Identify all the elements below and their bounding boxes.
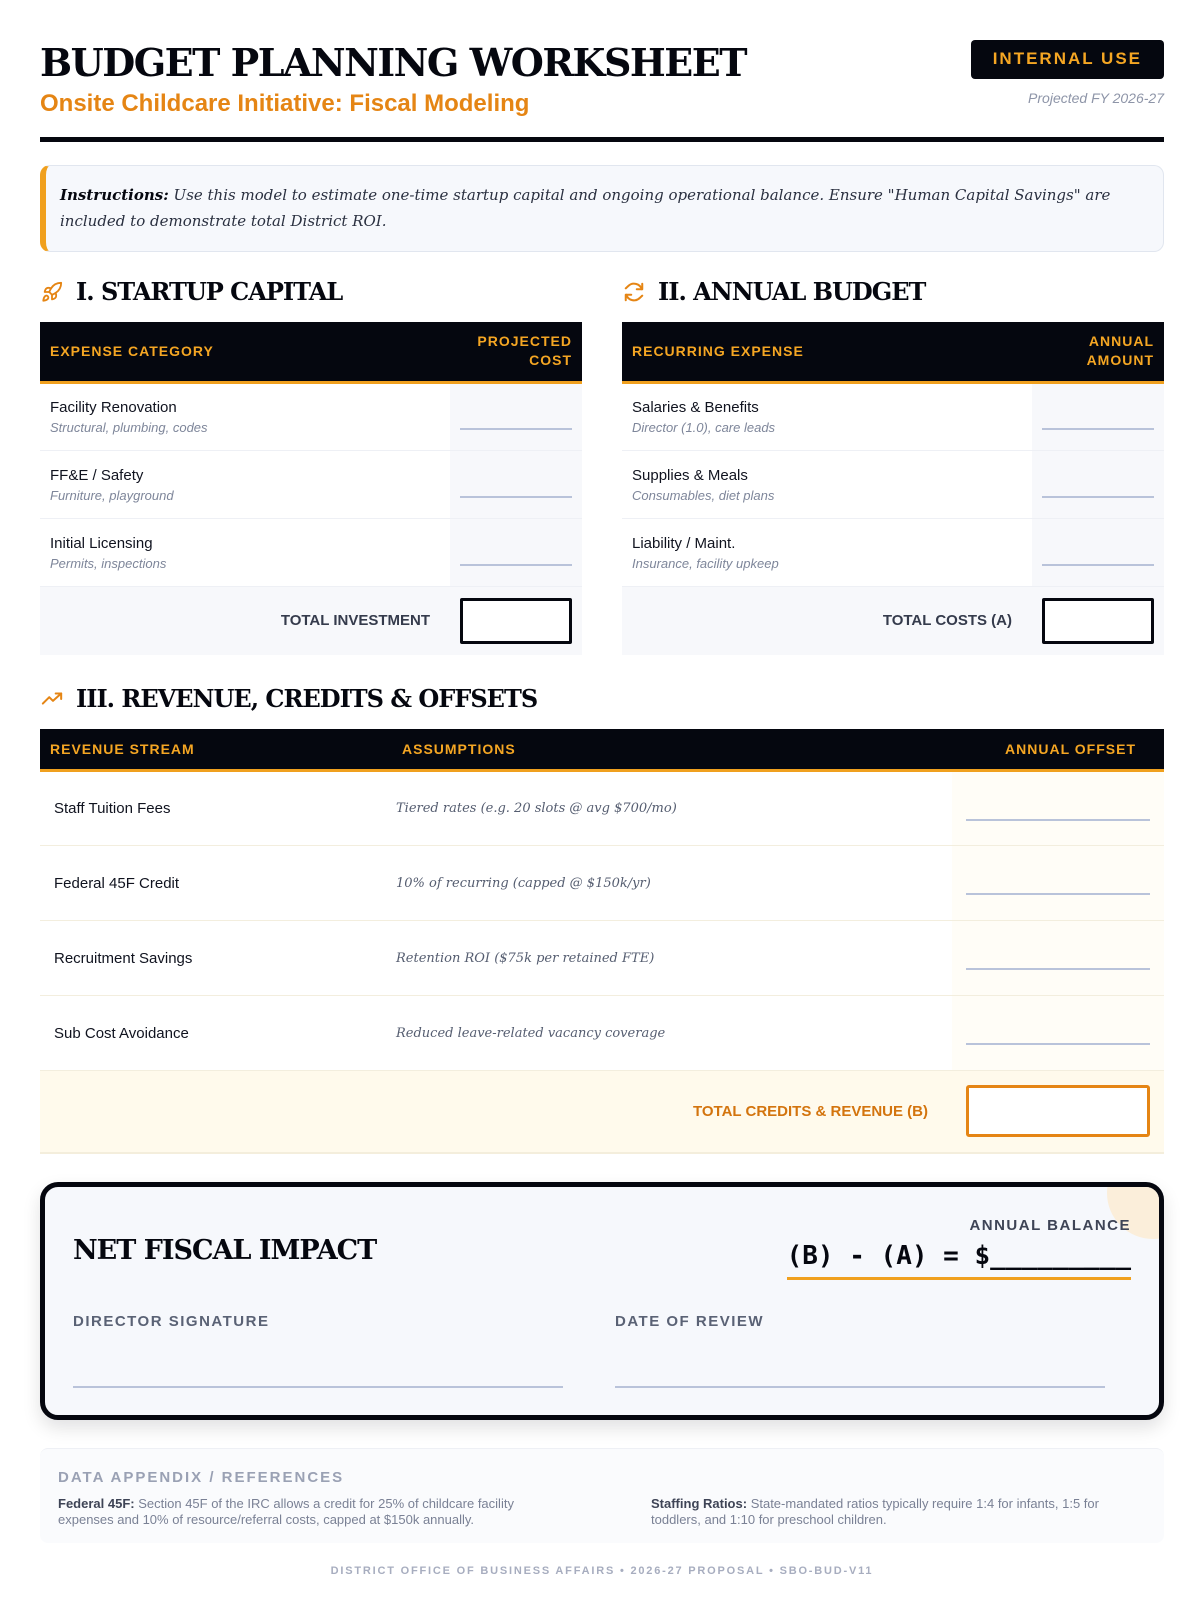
offset-entry-line[interactable] (966, 893, 1150, 895)
expense-name: FF&E / Safety (50, 466, 144, 484)
rocket-icon (40, 280, 64, 304)
row-label-cell (622, 451, 1032, 519)
amount-cell (450, 451, 582, 519)
amount-cell (1032, 451, 1164, 519)
offset-cell (952, 996, 1164, 1071)
revenue-table (40, 729, 1164, 1154)
refresh-icon (622, 280, 646, 304)
total-revenue-field[interactable] (966, 1085, 1150, 1137)
total-costs-field[interactable] (1042, 598, 1154, 644)
total-revenue-label: TOTAL CREDITS & REVENUE (B) (40, 1071, 952, 1153)
revenue-assumption: Tiered rates (e.g. 20 slots @ avg $700/mo) (392, 771, 952, 846)
table-row (40, 451, 582, 519)
offset-entry-line[interactable] (966, 968, 1150, 970)
startup-capital-title: I. STARTUP CAPITAL (76, 277, 343, 306)
column-header-line-2: AMOUNT (1086, 352, 1154, 369)
table-row (40, 846, 1164, 921)
cost-sections (40, 272, 1164, 655)
offset-cell (952, 1071, 1164, 1153)
expense-detail: Director (1.0), care leads (632, 420, 776, 435)
revenue-assumption: 10% of recurring (capped @ $150k/yr) (392, 846, 952, 921)
amount-cell (1032, 383, 1164, 451)
date-of-review-label: DATE OF REVIEW (615, 1312, 765, 1330)
column-header-recurring-expense: RECURRING EXPENSE (622, 322, 1032, 383)
net-fiscal-impact-box (40, 1182, 1164, 1420)
expense-detail: Consumables, diet plans (632, 487, 775, 503)
column-header-assumptions: ASSUMPTIONS (392, 729, 952, 771)
total-investment-field[interactable] (460, 598, 572, 644)
revenue-stream-name: Sub Cost Avoidance (40, 996, 392, 1071)
table-row (40, 771, 1164, 846)
net-fiscal-impact-title: NET FISCAL IMPACT (73, 1234, 377, 1266)
expense-detail: Permits, inspections (50, 555, 167, 571)
table-row (622, 519, 1164, 587)
note-text: Section 45F of the IRC allows a credit for 25% of childcare facility expenses and 10% of resource/referral costs, capped at $150k annually. (58, 1495, 514, 1528)
page-title: BUDGET PLANNING WORKSHEET (40, 40, 747, 85)
cost-entry-line[interactable] (460, 428, 572, 430)
column-header-projected-cost (450, 322, 582, 383)
revenue-assumption: Reduced leave-related vacancy coverage (392, 996, 952, 1071)
column-header-revenue-stream: REVENUE STREAM (40, 729, 392, 771)
total-revenue-row (40, 1071, 1164, 1153)
annual-budget-title: II. ANNUAL BUDGET (658, 277, 926, 306)
startup-capital-section (40, 272, 582, 655)
director-signature-line[interactable] (73, 1386, 563, 1388)
revenue-stream-name: Staff Tuition Fees (40, 771, 392, 846)
annual-balance-label: ANNUAL BALANCE (969, 1216, 1131, 1234)
expense-name: Supplies & Meals (632, 466, 748, 484)
cost-entry-line[interactable] (460, 496, 572, 498)
appendix-heading: DATA APPENDIX / REFERENCES (58, 1468, 345, 1486)
data-appendix (40, 1448, 1164, 1544)
column-header-annual-offset: ANNUAL OFFSET (952, 729, 1164, 771)
total-costs-label: TOTAL COSTS (A) (622, 587, 1032, 655)
date-of-review-line[interactable] (615, 1386, 1105, 1388)
page-subtitle: Onsite Childcare Initiative: Fiscal Modeling (40, 90, 530, 117)
annual-budget-heading (622, 272, 1164, 312)
offset-entry-line[interactable] (966, 1043, 1150, 1045)
projected-fiscal-year: Projected FY 2026-27 (1028, 90, 1164, 106)
balance-formula-field[interactable]: (B) - (A) = $_________ (787, 1241, 1131, 1280)
page-header (40, 36, 1164, 142)
expense-name: Initial Licensing (50, 534, 153, 552)
total-investment-row (40, 587, 582, 655)
table-row (40, 996, 1164, 1071)
revenue-section (40, 679, 1164, 1154)
expense-name: Liability / Maint. (632, 534, 736, 552)
amount-entry-line[interactable] (1042, 428, 1154, 430)
startup-capital-table (40, 322, 582, 655)
annual-budget-section (622, 272, 1164, 655)
instructions-box (40, 165, 1164, 252)
column-header-annual-amount (1032, 322, 1164, 383)
row-label-cell (40, 383, 450, 451)
amount-entry-line[interactable] (1042, 496, 1154, 498)
note-term: Federal 45F: (58, 1495, 135, 1511)
expense-detail: Furniture, playground (50, 487, 174, 503)
internal-use-badge: INTERNAL USE (971, 40, 1164, 79)
amount-cell (1032, 519, 1164, 587)
amount-cell (1032, 587, 1164, 655)
amount-cell (450, 519, 582, 587)
row-label-cell (40, 519, 450, 587)
total-costs-row (622, 587, 1164, 655)
total-investment-label: TOTAL INVESTMENT (40, 587, 450, 655)
appendix-note (58, 1496, 553, 1530)
page-footer: DISTRICT OFFICE OF BUSINESS AFFAIRS • 2026-27 PROPOSAL • SBO-BUD-V11 (330, 1565, 874, 1578)
table-row (622, 451, 1164, 519)
table-row (40, 921, 1164, 996)
revenue-stream-name: Recruitment Savings (40, 921, 392, 996)
row-label-cell (622, 519, 1032, 587)
annual-budget-table (622, 322, 1164, 655)
table-row (622, 383, 1164, 451)
startup-capital-heading (40, 272, 582, 312)
expense-detail: Insurance, facility upkeep (632, 555, 779, 571)
offset-cell (952, 771, 1164, 846)
instructions-label: Instructions: (60, 186, 169, 204)
director-signature-label: DIRECTOR SIGNATURE (73, 1312, 270, 1330)
table-row (40, 519, 582, 587)
row-label-cell (622, 383, 1032, 451)
cost-entry-line[interactable] (460, 564, 572, 566)
table-row (40, 383, 582, 451)
amount-cell (450, 383, 582, 451)
revenue-title: III. REVENUE, CREDITS & OFFSETS (76, 684, 538, 713)
appendix-note (651, 1496, 1146, 1530)
expense-name: Salaries & Benefits (632, 399, 759, 416)
appendix-notes (58, 1496, 1146, 1530)
row-label-cell (40, 451, 450, 519)
revenue-assumption: Retention ROI ($75k per retained FTE) (392, 921, 952, 996)
offset-entry-line[interactable] (966, 819, 1150, 821)
amount-entry-line[interactable] (1042, 564, 1154, 566)
revenue-stream-name: Federal 45F Credit (40, 846, 392, 921)
column-header-line-2: COST (529, 352, 572, 369)
amount-cell (450, 587, 582, 655)
column-header-line-1: ANNUAL (1088, 333, 1154, 350)
trending-up-icon (40, 687, 64, 711)
offset-cell (952, 921, 1164, 996)
note-text: State-mandated ratios typically require 1:4 for infants, 1:5 for toddlers, and 1:10 for preschool children. (651, 1495, 1099, 1528)
worksheet-page (40, 36, 1164, 1577)
offset-cell (952, 846, 1164, 921)
column-header-expense-category: EXPENSE CATEGORY (40, 322, 450, 383)
expense-name: Facility Renovation (50, 399, 177, 416)
note-term: Staffing Ratios: (651, 1495, 748, 1511)
expense-detail: Structural, plumbing, codes (50, 420, 208, 435)
instructions-text: Use this model to estimate one-time startup capital and ongoing operational balance. Ensure "Human Capital Savings" are included to demonstrate total District ROI. (60, 186, 1111, 231)
column-header-line-1: PROJECTED (477, 333, 572, 350)
revenue-heading (40, 679, 1164, 719)
